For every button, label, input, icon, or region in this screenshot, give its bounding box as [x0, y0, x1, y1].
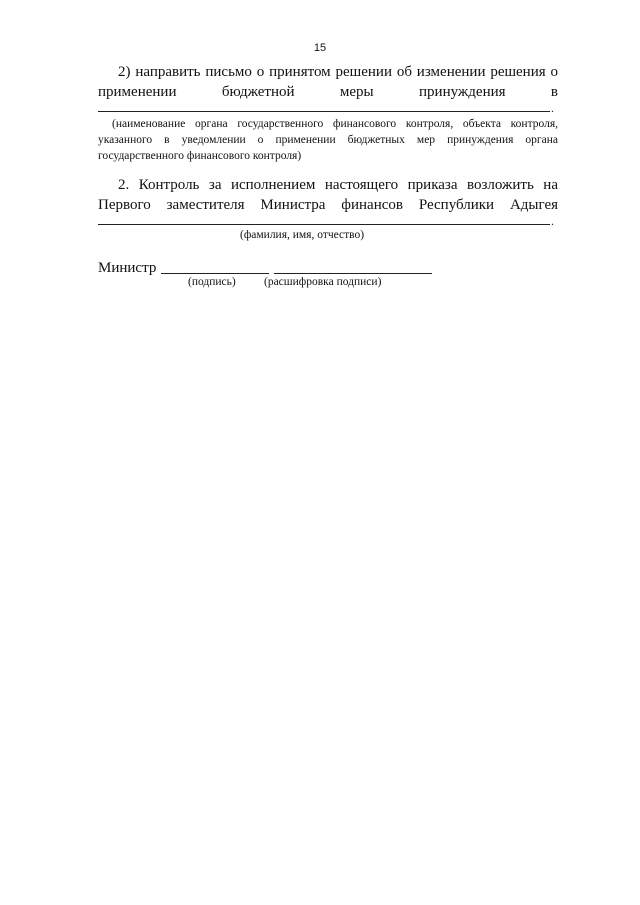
item-2-line-1: 2) направить письмо о принятом решении об изменении решения о [118, 64, 558, 80]
clause-2-caption: (фамилия, имя, отчество) [240, 229, 365, 241]
item-2-note-line-1: (наименование органа государственного финансового контроля, объекта контроля, [112, 118, 558, 130]
clause-2-line-1: 2. Контроль за исполнением настоящего приказа возложить на [118, 177, 558, 193]
item-2-line-2: применении бюджетной меры принуждения в [98, 84, 558, 100]
item-2-note [98, 116, 558, 164]
item-2-note-line-2: указанного в уведомлении о применении бюджетных мер принуждения органа [98, 134, 558, 146]
item-2-note-line-3: государственного финансового контроля) [98, 150, 302, 162]
signature-decoding-line [274, 273, 432, 274]
signature-caption: (подпись) [188, 276, 236, 288]
clause-2-line-2: Первого заместителя Министра финансов Республики Адыгея [98, 197, 558, 213]
signature-decoding-caption: (расшифровка подписи) [264, 276, 382, 288]
clause-2-fill-line [98, 224, 550, 225]
item-2-fill-line [98, 111, 550, 112]
page-number: 15 [313, 42, 327, 54]
signature-line [161, 273, 269, 274]
clause-2-line-end: . [551, 214, 554, 228]
item-2-line-end: . [551, 101, 554, 115]
minister-label: Министр [98, 260, 157, 276]
